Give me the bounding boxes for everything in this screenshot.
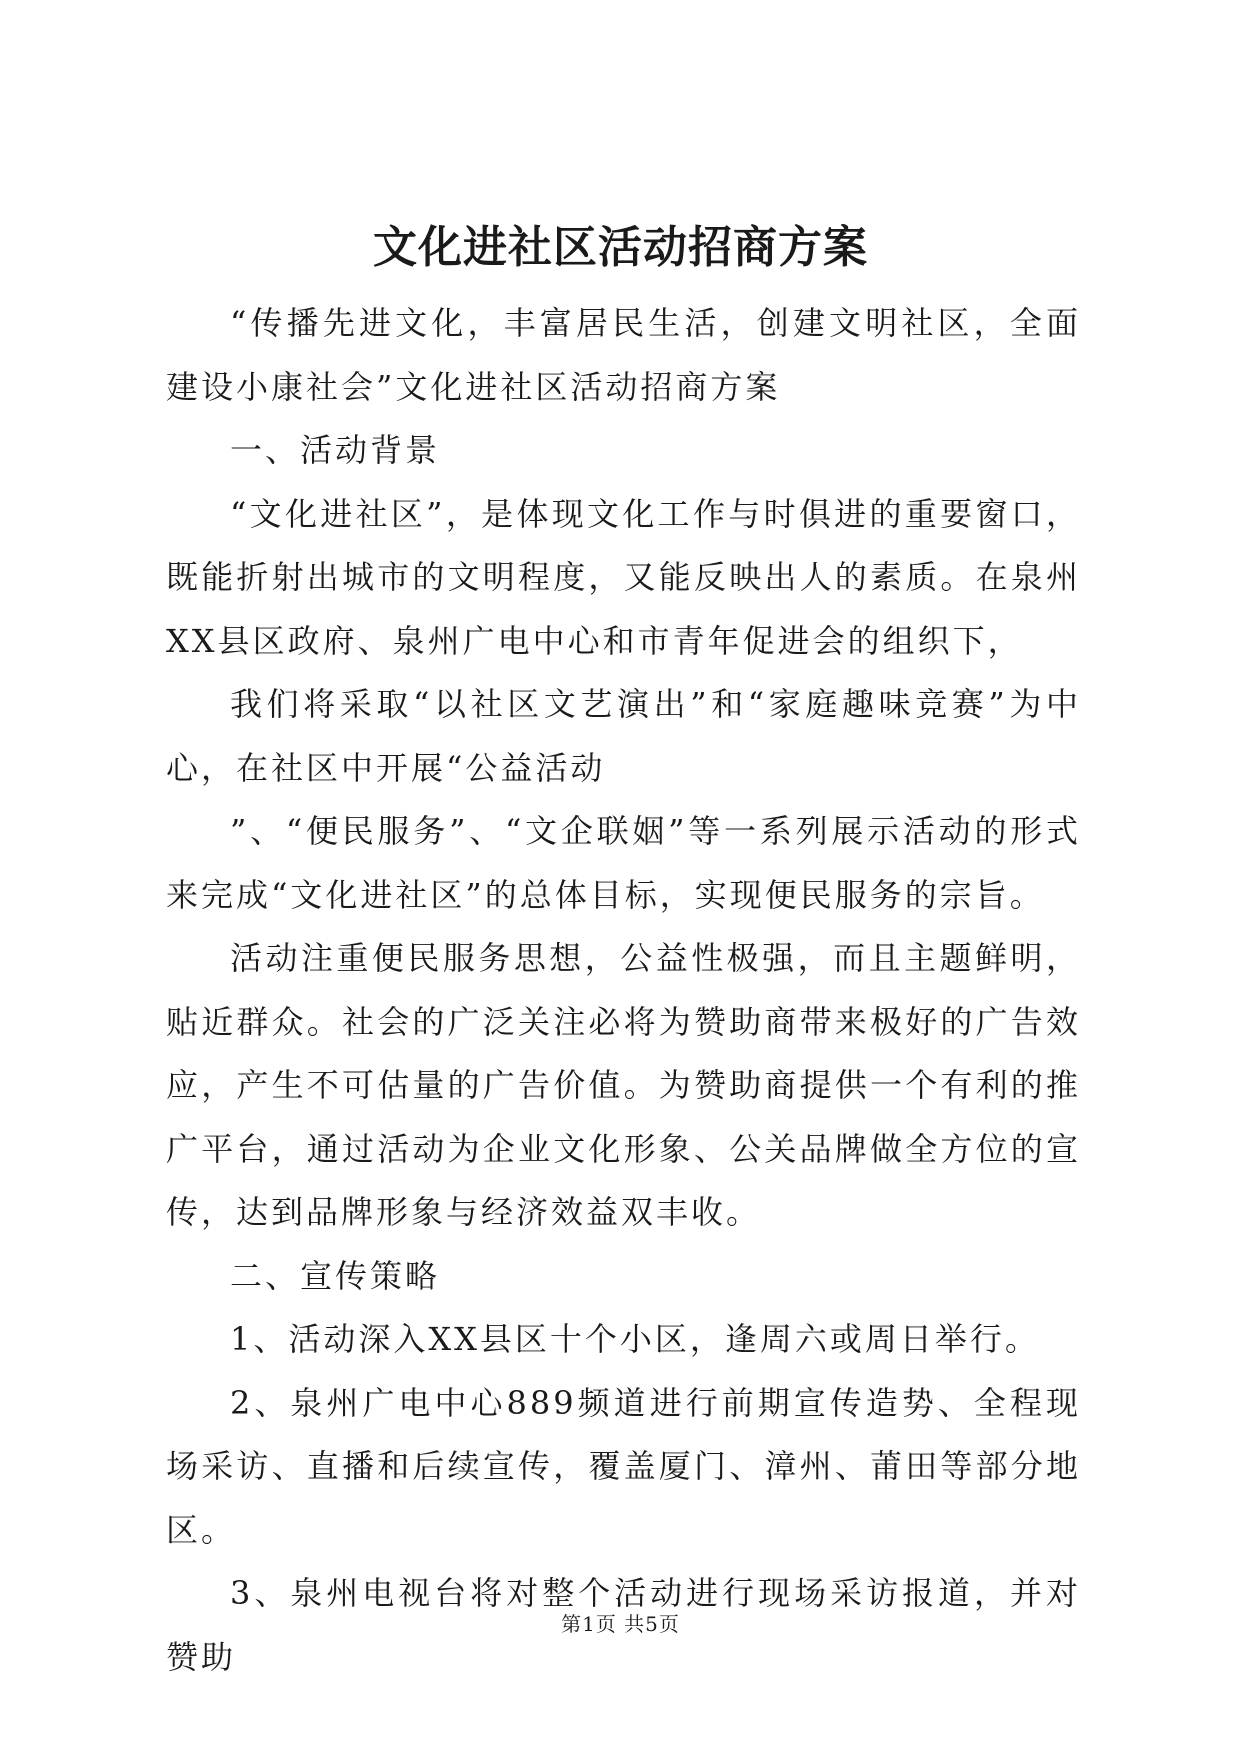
page-number: 第1页 共5页: [561, 1612, 680, 1636]
list-item-2: 2、泉州广电中心889频道进行前期宣传造势、全程现场采访、直播和后续宣传，覆盖厦门、漳州、莆田等部分地区。: [166, 1383, 1081, 1549]
page-title: 文化进社区活动招商方案: [373, 222, 868, 273]
list-item-1: 1、活动深入XX县区十个小区，逢周六或周日举行。: [230, 1320, 1040, 1358]
section-heading-strategy: 二、宣传策略: [230, 1256, 441, 1295]
paragraph-approach: 我们将采取“以社区文艺演出”和“家庭趣味竞赛”为中心，在社区中开展“公益活动: [166, 685, 1081, 787]
paragraph-intro: “传播先进文化，丰富居民生活，创建文明社区，全面建设小康社会”文化进社区活动招商方案: [166, 304, 1081, 406]
document-body: [166, 292, 1081, 1689]
paragraph-activities: ”、“便民服务”、“文企联姻”等一系列展示活动的形式来完成“文化进社区”的总体目标，实现便民服务的宗旨。: [166, 812, 1081, 914]
paragraph-background: “文化进社区”，是体现文化工作与时俱进的重要窗口，既能折射出城市的文明程度，又能反映出人的素质。在泉州XX县区政府、泉州广电中心和市青年促进会的组织下，: [166, 494, 1081, 660]
list-item-3: 3、泉州电视台将对整个活动进行现场采访报道，并对赞助: [166, 1574, 1081, 1676]
section-heading-background: 一、活动背景: [230, 431, 441, 469]
paragraph-sponsor-value: 活动注重便民服务思想，公益性极强，而且主题鲜明，贴近群众。社会的广泛关注必将为赞助商带来极好的广告效应，产生不可估量的广告价值。为赞助商提供一个有利的推广平台，通过活动为企业文化形象、公关品牌做全方位的宣传，达到品牌形象与经济效益双丰收。: [166, 939, 1081, 1231]
